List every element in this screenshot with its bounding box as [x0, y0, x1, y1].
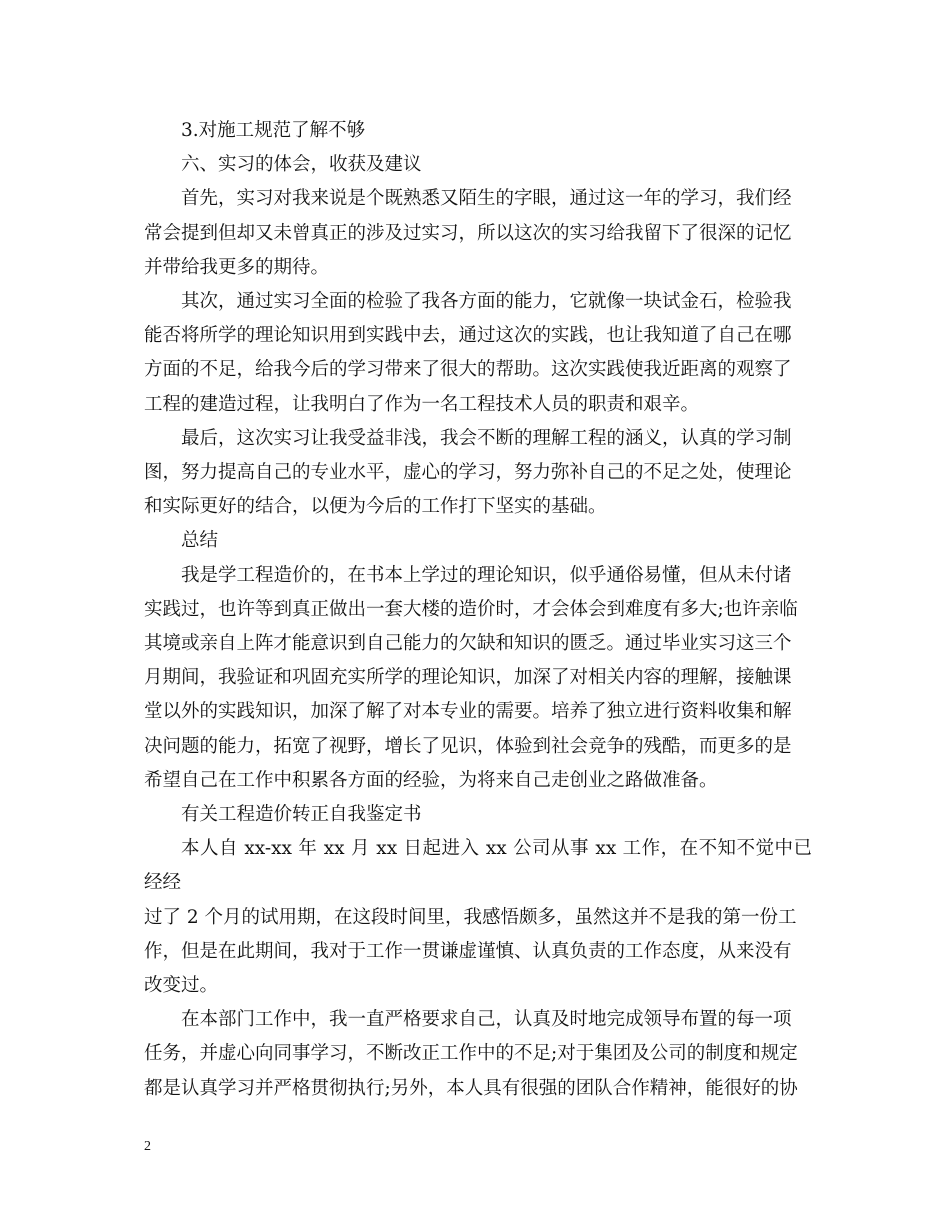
section-heading-summary: 总结: [181, 530, 219, 552]
paragraph-finally: 最后，这次实习让我受益非浅，我会不断的理解工程的涵义，认真的学习制 图，努力提高自己的专业水平，虚心的学习，努力弥补自己的不足之处，使理论 和实际更好的结合，以便为今后的工作打下坚实的基础。: [144, 427, 792, 518]
paragraph-second: 其次，通过实习全面的检验了我各方面的能力，它就像一块试金石，检验我 能否将所学的理论知识用到实践中去，通过这次的实践，也让我知道了自己在哪 方面的不足，给我今后的学习带来了很大的帮助。这次实践使我近距离的观察了 工程的建造过程，让我明白了作为一名工程技术人员的职责和艰辛。: [144, 291, 792, 415]
document-body: [144, 114, 812, 1106]
paragraph-probation: 本人自 xx-xx 年 xx 月 xx 日起进入 xx 公司从事 xx 工作，在不知不觉中已经经 过了 2 个月的试用期，在这段时间里，我感悟颇多，虽然这并不是我的第一份工 作，但是在此期间，我对于工作一贯谦虚谨慎、认真负责的工作态度，从来没有 改变过。: [144, 838, 812, 997]
paragraph-first: 首先，实习对我来说是个既熟悉又陌生的字眼，通过这一年的学习，我们经 常会提到但却又未曾真正的涉及过实习，所以这次的实习给我留下了很深的记忆 并带给我更多的期待。: [144, 188, 792, 278]
paragraph-summary: 我是学工程造价的，在书本上学过的理论知识，似乎通俗易懂，但从未付诸 实践过，也许等到真正做出一套大楼的造价时，才会体会到难度有多大;也许亲临 其境或亲自上阵才能意识到自己能力的欠缺和知识的匮乏。通过毕业实习这三个 月期间，我验证和巩固充实所学的理论知识，加深了对相关内容的理解，接触课 堂以外的实践知识，加深了解了对本专业的需要。培养了独立进行资料收集和解 决问题的能力，拓宽了视野，增长了见识，体验到社会竞争的残酷，而更多的是 希望自己在工作中积累各方面的经验，为将来自己走创业之路做准备。: [144, 564, 798, 791]
page-number: 2: [144, 1139, 151, 1154]
section-heading-internship-reflections: 六、实习的体会，收获及建议: [181, 154, 422, 176]
list-item-construction-standards: 3.对施工规范了解不够: [181, 120, 366, 141]
section-heading-self-appraisal: 有关工程造价转正自我鉴定书: [181, 804, 422, 826]
paragraph-department-work: 在本部门工作中，我一直严格要求自己，认真及时地完成领导布置的每一项 任务，并虚心向同事学习，不断改正工作中的不足;对于集团及公司的制度和规定 都是认真学习并严格贯彻执行;另外，本人具有很强的团队合作精神，能很好的协: [144, 1009, 798, 1099]
